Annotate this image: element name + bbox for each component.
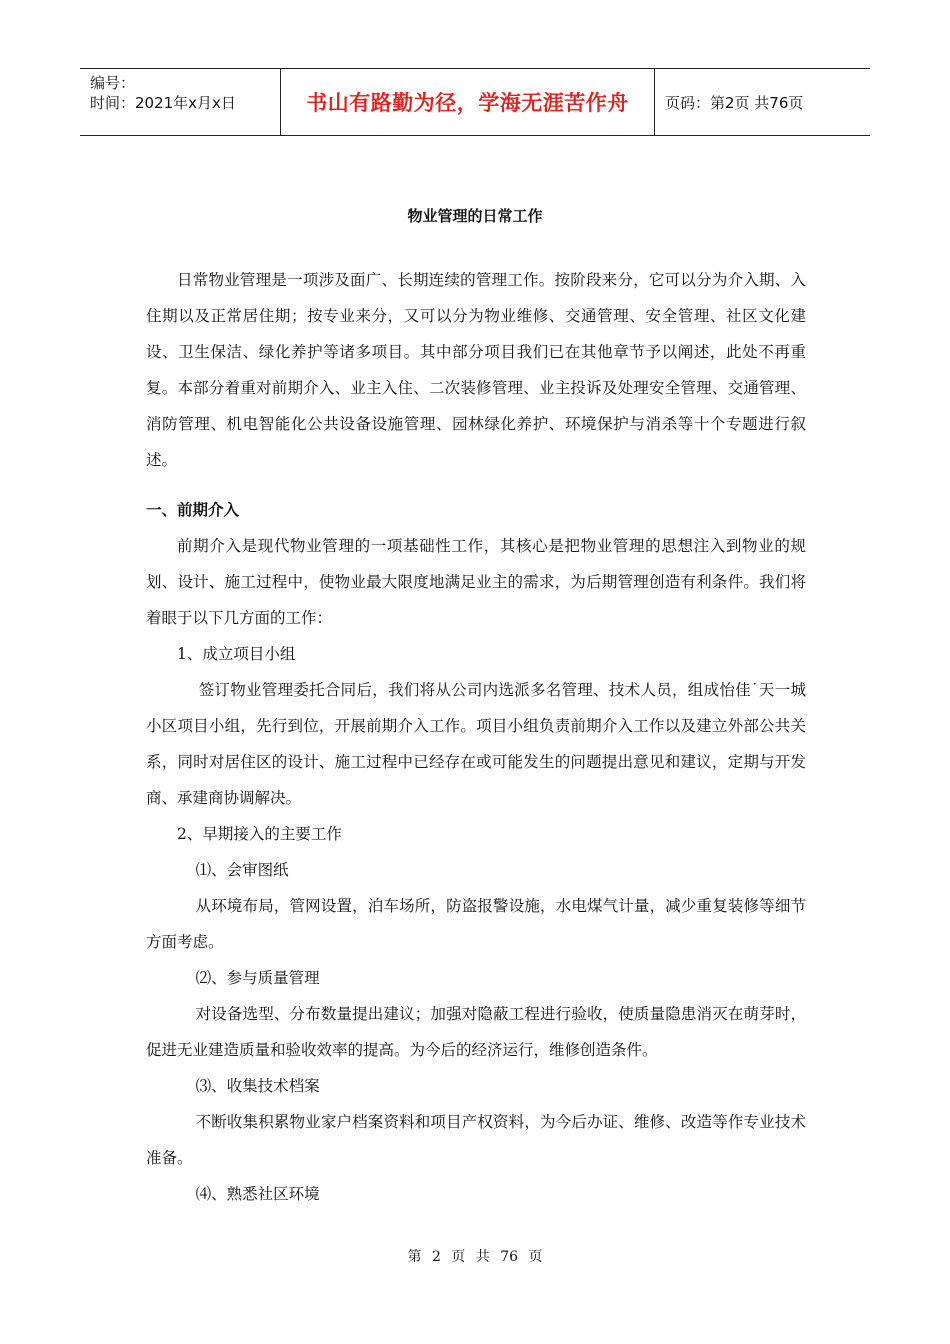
intro-paragraph: 日常物业管理是一项涉及面广、长期连续的管理工作。按阶段来分，它可以分为介入期、入住期以及正常居住期；按专业来分，又可以分为物业维修、交通管理、安全管理、社区文化建设、卫生保洁、绿化养护等诸多项目。其中部分项目我们已在其他章节予以阐述，此处不再重复。本部分着重对前期介入、业主入住、二次装修管理、业主投诉及处理安全管理、交通管理、消防管理、机电智能化公共设备设施管理、园林绿化养护、环境保护与消杀等十个专题进行叙述。: [146, 271, 806, 469]
subitem-heading-2: ⑵、参与质量管理: [195, 969, 320, 987]
item-body-1: 签订物业管理委托合同后，我们将从公司内选派多名管理、技术人员，组成怡佳˙天一城小区项目小组，先行到位，开展前期介入工作。项目小组负责前期介入工作以及建立外部公共关系，同时对居住区的设计、施工过程中已经存在或可能发生的问题提出意见和建议，定期与开发商、承建商协调解决。: [146, 681, 806, 807]
number-label: 编号：: [90, 74, 136, 92]
page-header: [80, 68, 870, 136]
subitem-body-1: 从环境布局，管网设置，泊车场所，防盗报警设施，水电煤气计量，减少重复装修等细节方面考虑。: [146, 897, 806, 951]
page-info-text: 页码：第2页 共76页: [665, 93, 804, 112]
subitem-heading-4: ⑷、熟悉社区环境: [195, 1185, 320, 1203]
time-label: 时间：2021年x月x日: [90, 94, 236, 112]
header-meta: [80, 69, 281, 135]
section-intro-paragraph: 前期介入是现代物业管理的一项基础性工作，其核心是把物业管理的思想注入到物业的规划、设计、施工过程中，使物业最大限度地满足业主的需求，为后期管理创造有利条件。我们将着眼于以下几方面的工作：: [146, 537, 806, 627]
document-body: [146, 262, 806, 1212]
subitem-heading-3: ⑶、收集技术档案: [195, 1077, 320, 1095]
item-heading-1: 1、成立项目小组: [177, 645, 296, 663]
subitem-body-2: 对设备选型、分布数量提出建议；加强对隐蔽工程进行验收，使质量隐患消灭在萌芽时，促进无业建造质量和验收效率的提高。为今后的经济运行，维修创造条件。: [146, 1005, 806, 1059]
document-title: 物业管理的日常工作: [407, 207, 543, 225]
item-heading-2: 2、早期接入的主要工作: [177, 825, 342, 843]
header-page-info: [655, 69, 870, 135]
section-heading: 一、前期介入: [146, 501, 240, 519]
header-motto-cell: [281, 69, 655, 135]
motto-text: 书山有路勤为径，学海无涯苦作舟: [306, 91, 629, 115]
page-footer: 第 2 页 共 76 页: [407, 1249, 543, 1265]
subitem-body-3: 不断收集积累物业家户档案资料和项目产权资料，为今后办证、维修、改造等作专业技术准备。: [146, 1113, 806, 1167]
subitem-heading-1: ⑴、会审图纸: [195, 861, 289, 879]
